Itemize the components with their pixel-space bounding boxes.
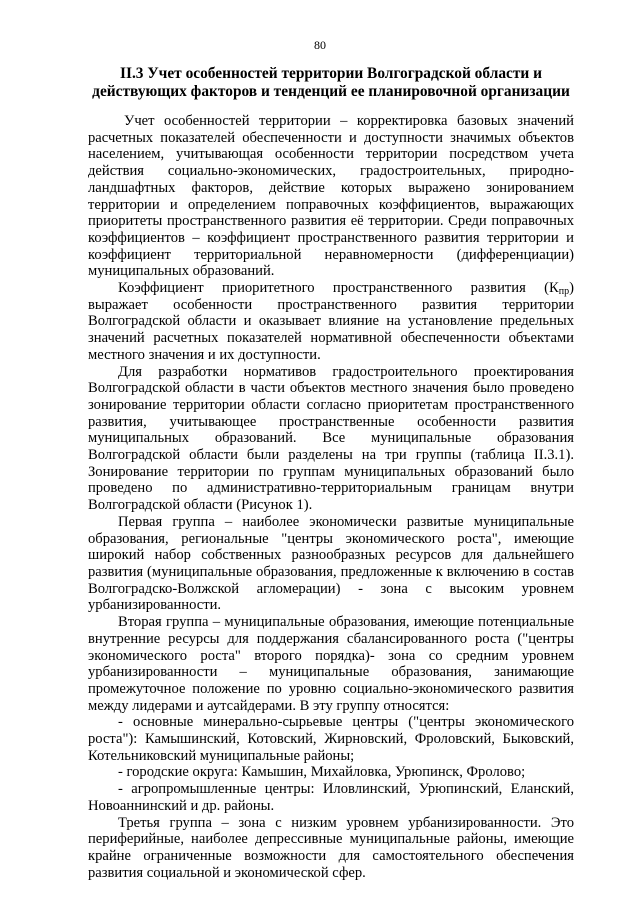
paragraph-group-three: Третья группа – зона с низким уровнем урбанизированности. Это периферийные, наиболее депрессивные муниципальные районы, имеющие крайне ограниченные возможности для самостоятельного обеспечения развития социальной и экономической сфер. <box>88 814 574 881</box>
page-number: 80 <box>314 38 326 52</box>
paragraph-group-two: Вторая группа – муниципальные образования, имеющие потенциальные внутренние ресурсы для поддержания сбалансированного роста ("центры экономического роста" второго порядка)- зона со средним уровнем урбанизированности – муниципальные образования, занимающие промежуточное положение по уровню социально-экономического развития между лидерами и аутсайдерами. В эту группу относятся: <box>88 614 574 714</box>
section-heading: II.3 Учет особенностей территории Волгоградской области и действующих факторов и тенденций ее планировочной организации <box>92 65 570 100</box>
list-item-city-districts: - городские округа: Камышин, Михайловка, Урюпинск, Фролово; <box>118 764 526 781</box>
coefficient-text-start: Коэффициент приоритетного пространственного развития (К <box>118 280 559 297</box>
coefficient-text-end: ) выражает особенности пространственного развития территории Волгоградской области и оказывает влияние на установление предельных значений расчетных показателей нормативной обеспеченности объектами местного значения и их доступности. <box>88 280 574 363</box>
paragraph-zoning: Для разработки нормативов градостроительного проектирования Волгоградской области в части объектов местного значения было проведено зонирование территории области согласно приоритетам пространственного развития, учитывающее пространственные особенности развития муниципальных образований. Все муниципальные образования Волгоградской области были разделены на три группы (таблица II.3.1). Зонирование территории по группам муниципальных образований было проведено по административно-территориальным границам внутри Волгоградской области (Рисунок 1). <box>88 363 574 514</box>
coefficient-subscript: пр <box>558 286 570 298</box>
list-item-mineral-centers: - основные минерально-сырьевые центры ("центры экономического роста"): Камышинский, Котовский, Жирновский, Фроловский, Быковский, Котельниковский муниципальные районы; <box>88 714 574 764</box>
paragraph-group-one: Первая группа – наиболее экономически развитые муниципальные образования, региональные "центры экономического роста", имеющие широкий набор собственных разнообразных ресурсов для дальнейшего развития (муниципальные образования, предложенные к включению в состав Волгоградско-Волжской агломерации) - зона с высоким уровнем урбанизированности. <box>88 513 574 614</box>
paragraph-definition: Учет особенностей территории – корректировка базовых значений расчетных показателей обеспеченности и доступности значимых объектов населением, учитывающая особенности территории посредством учета действия социально-экономических, градостроительных, природно-ландшафтных факторов, действие которых выражено зонированием территории и определением поправочных коэффициентов, выражающих приоритеты пространственного развития её территории. Среди поправочных коэффициентов – коэффициент пространственного развития территории и коэффициент территориальной неравномерности (дифференциации) муниципальных образований. <box>88 113 574 280</box>
paragraph-coefficient <box>88 280 574 364</box>
body-text <box>88 113 574 881</box>
list-item-agro-centers: - агропромышленные центры: Иловлинский, Урюпинский, Еланский, Новоаннинский и др. районы. <box>88 781 574 814</box>
